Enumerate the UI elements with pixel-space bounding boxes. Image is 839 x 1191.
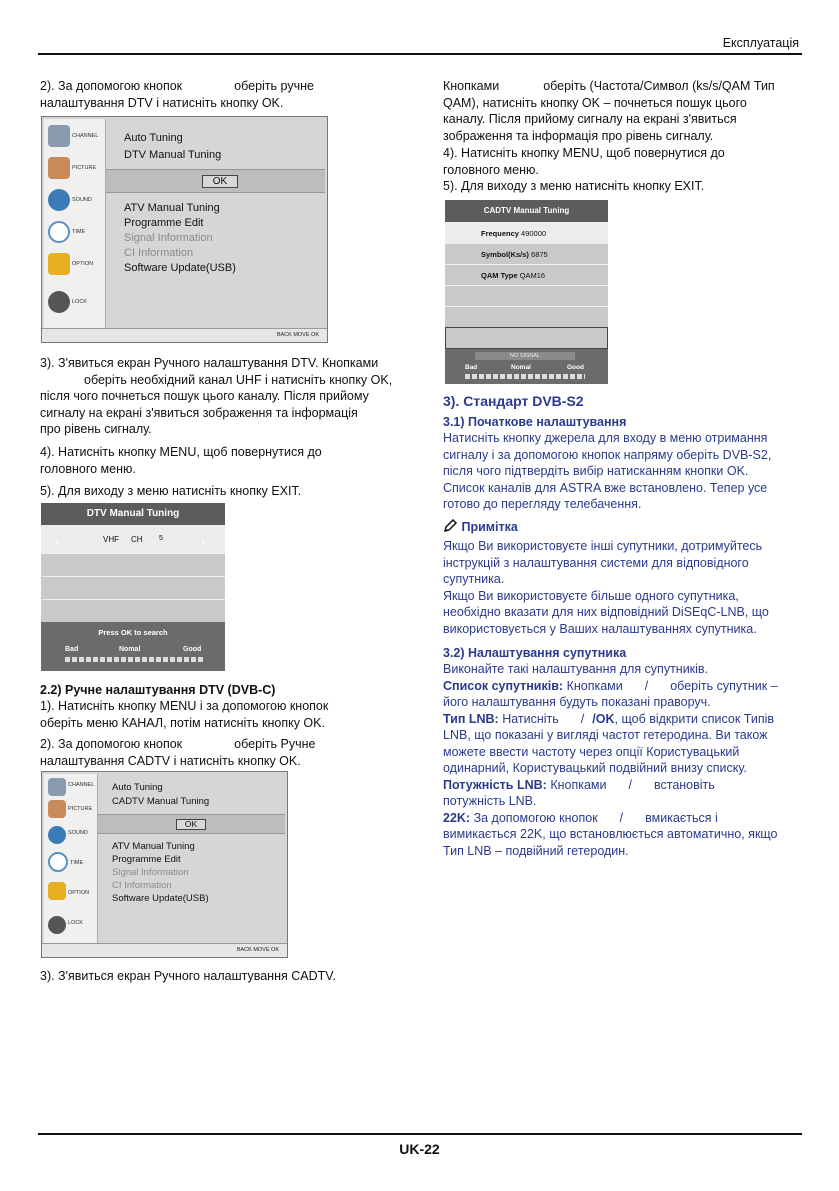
sidebar-item-lock	[46, 914, 106, 944]
frequency-row	[445, 222, 608, 243]
left-p5: 1). Натисніть кнопку MENU і за допомогою кнопок оберіть меню КАНАЛ, потім натисніть кнопку OK.	[40, 699, 329, 730]
sidebar-label: PICTURE	[68, 806, 93, 812]
note-text: Якщо Ви використовуєте інші супутники, дотримуйтесь інструкцій з налаштування системи для відповідного супутника. Якщо Ви використовуєте більше одного супутника, необхідно вказати для них відповідний DiSEqC-LNB, що використовується у Ваших налаштуваннях супутника.	[443, 539, 769, 636]
right-p2: 4). Натисніть кнопку MENU, щоб повернутися до головного меню.	[443, 146, 725, 177]
sidebar-label: LOCK	[72, 299, 87, 305]
sidebar-label: CHANNEL	[72, 133, 99, 139]
menu-item: Auto Tuning	[124, 132, 183, 144]
picture-icon	[48, 157, 70, 179]
ok-button: OK	[176, 819, 206, 830]
empty-row	[41, 553, 225, 576]
symbol-row	[445, 243, 608, 264]
note-heading: Примітка	[443, 519, 518, 536]
sidebar-label: OPTION	[68, 890, 90, 896]
menu-item: ATV Manual Tuning	[112, 841, 195, 852]
menu-item: Signal Information	[124, 232, 213, 244]
sidebar-item-time	[46, 219, 106, 249]
menu-item: Programme Edit	[124, 217, 204, 229]
qam-value: QAM16	[519, 271, 546, 280]
sidebar-item-time	[46, 850, 106, 880]
level-normal: Nomal	[511, 364, 531, 371]
channel-label: CH	[131, 535, 143, 544]
empty-row	[41, 599, 225, 622]
sidebar-item-option	[46, 251, 106, 281]
signal-meter	[65, 657, 205, 662]
level-normal: Nomal	[119, 646, 141, 653]
sidebar-label: LOCK	[68, 920, 83, 926]
pencil-icon	[443, 519, 458, 533]
sidebar-label: CHANNEL	[68, 782, 95, 788]
heading-3: 3). Стандарт DVB-S2	[443, 393, 584, 409]
right-p3: 5). Для виходу з меню натисніть кнопку EXIT.	[443, 179, 705, 193]
right-p1: Кнопками оберіть (Частота/Символ (ks/s/QAM Тип QAM), натисніть кнопку OK – почнеться пошук цього каналу. Після прийому сигналу на екрані з'явиться зображення та інформація про рівень сигналу.	[443, 79, 775, 143]
menu-item: Signal Information	[112, 867, 189, 878]
empty-row	[445, 327, 608, 349]
left-p3: 4). Натисніть кнопку MENU, щоб повернутися до головного меню.	[40, 445, 322, 476]
sidebar-label: SOUND	[72, 197, 92, 203]
menu-item: Software Update(USB)	[124, 262, 236, 274]
clock-icon	[48, 221, 70, 243]
cadtv-manual-tuning-screen	[445, 200, 608, 384]
text-3-2: Виконайте такі налаштування для супутників. Список супутників: Кнопками / оберіть супутник – його налаштування будуть показані праворуч. Тип LNB: Натисніть / /OK, щоб відкрити список Типів LNB, що показані у вигляді частот гетеродина. Ви також можете ввести частоту через опції Користувацький одинарний, Користувацький подвійний внизу списку. Потужність LNB: Кнопками / встановіть потужність LNB. 22K: За допомогою кнопок / вмикається і вимикається 22K, що встановлюється автоматично, якщо Тип LNB – подвійний гетеродин.	[443, 662, 778, 858]
chevron-right-icon: ›	[201, 532, 206, 548]
ok-band	[98, 814, 285, 834]
sidebar	[44, 119, 106, 328]
symbol-label: Symbol(Ks/s)	[481, 250, 529, 259]
menu-item: CI Information	[112, 880, 172, 891]
empty-row	[445, 285, 608, 306]
qam-row	[445, 264, 608, 285]
signal-panel	[445, 349, 608, 384]
frequency-value: 490000	[521, 229, 547, 238]
level-good: Good	[567, 364, 584, 371]
ok-band	[106, 169, 325, 193]
heading-3-1: 3.1) Початкове налаштування	[443, 415, 627, 429]
star-icon	[48, 882, 66, 900]
empty-row	[445, 306, 608, 327]
sidebar	[44, 774, 98, 943]
heading-3-2: 3.2) Налаштування супутника	[443, 646, 627, 660]
lock-icon	[48, 291, 70, 313]
menu-item: DTV Manual Tuning	[124, 149, 222, 161]
menu-item: CI Information	[124, 247, 194, 259]
menu-item: ATV Manual Tuning	[124, 202, 220, 214]
sidebar-label: TIME	[70, 860, 84, 866]
search-hint: Press OK to search	[98, 628, 168, 637]
ok-button: OK	[202, 175, 238, 188]
symbol-value: 6875	[531, 250, 548, 259]
menu-item: Programme Edit	[112, 854, 181, 865]
text-3-1: Натисніть кнопку джерела для входу в меню отримання сигналу і за допомогою кнопок напряму оберіть DVB-S2, після чого підтвердіть вибір натисканням кнопки OK. Список каналів для ASTRA вже встановлено. Тепер усе готово до перегляду телебачення.	[443, 431, 772, 511]
picture-icon	[48, 800, 66, 818]
channel-value: 5	[159, 535, 163, 542]
menu-nav-bar: BACK MOVE OK	[42, 328, 327, 342]
left-p2: 3). З'явиться екран Ручного налаштування DTV. Кнопками оберіть необхідний канал UHF і натисніть кнопку OK, після чого почнеться пошук цього каналу. Після прийому сигналу на екрані з'явиться зображення та інформація про рівень сигналу.	[40, 356, 393, 436]
channel-icon	[48, 125, 70, 147]
clock-icon	[48, 852, 68, 872]
menu-screenshot-dtv	[41, 116, 328, 343]
sidebar-item-lock	[46, 289, 106, 319]
sidebar-item-sound	[46, 187, 106, 217]
signal-panel	[41, 622, 225, 671]
footer-rule	[38, 1133, 802, 1135]
menu-nav-bar: BACK MOVE OK	[42, 943, 287, 957]
sidebar-item-channel	[46, 123, 106, 153]
sidebar-label: PICTURE	[72, 165, 97, 171]
sidebar-label: OPTION	[72, 261, 94, 267]
chevron-left-icon: ‹	[55, 532, 60, 548]
screen-title: DTV Manual Tuning	[41, 503, 225, 525]
lock-icon	[48, 916, 66, 934]
no-signal-label: NO SIGNAL	[475, 352, 575, 360]
qam-label: QAM Type	[481, 271, 518, 280]
left-p4: 5). Для виходу з меню натисніть кнопку EXIT.	[40, 484, 302, 498]
star-icon	[48, 253, 70, 275]
menu-item: CADTV Manual Tuning	[112, 796, 210, 807]
menu-screenshot-cadtv	[41, 771, 288, 958]
menu-item: Auto Tuning	[112, 782, 163, 793]
sidebar-label: SOUND	[68, 830, 88, 836]
band-label: VHF	[103, 535, 119, 544]
empty-row	[41, 576, 225, 599]
screen-title: CADTV Manual Tuning	[445, 200, 608, 222]
signal-meter	[465, 374, 585, 379]
dtv-manual-tuning-screen	[41, 503, 225, 671]
heading-2-2: 2.2) Ручне налаштування DTV (DVB-C)	[40, 683, 276, 697]
left-p1: 2). За допомогою кнопок оберіть ручне налаштування DTV і натисніть кнопку OK.	[40, 79, 314, 110]
menu-item: Software Update(USB)	[112, 893, 209, 904]
left-p7: 3). З'явиться екран Ручного налаштування CADTV.	[40, 969, 336, 983]
level-bad: Bad	[65, 646, 79, 653]
header-rule	[38, 53, 802, 55]
level-good: Good	[183, 646, 202, 653]
sound-icon	[48, 189, 70, 211]
page-number: UK-22	[399, 1141, 440, 1157]
header-section-title: Експлуатація	[722, 36, 799, 50]
level-bad: Bad	[465, 364, 478, 371]
sidebar-item-option	[46, 880, 106, 910]
channel-icon	[48, 778, 66, 796]
channel-row	[41, 525, 225, 553]
sidebar-item-picture	[46, 155, 106, 185]
left-p6: 2). За допомогою кнопок оберіть Ручне налаштування CADTV і натисніть кнопку OK.	[40, 737, 316, 768]
frequency-label: Frequency	[481, 229, 519, 238]
sidebar-label: TIME	[72, 229, 86, 235]
sound-icon	[48, 826, 66, 844]
